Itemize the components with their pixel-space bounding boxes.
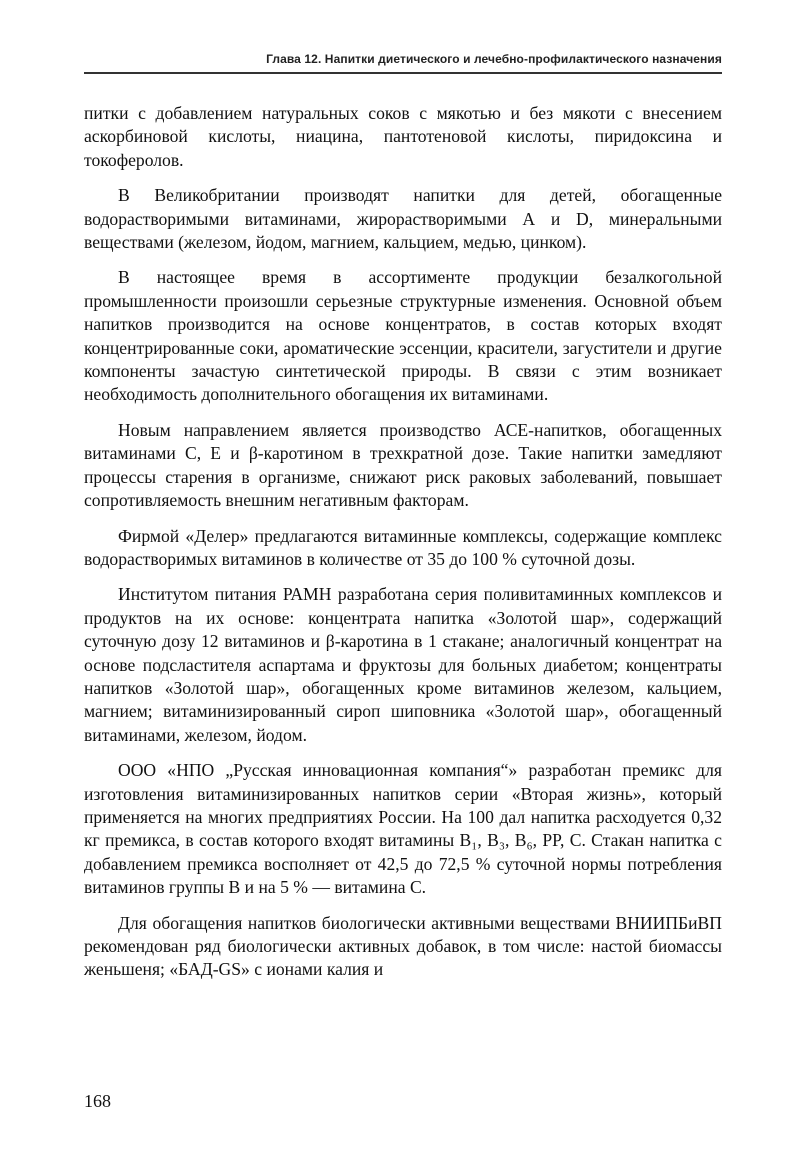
page-number: 168: [84, 1091, 111, 1111]
paragraph: питки с добавлением натуральных соков с мякотью и без мякоти с внесением аскорбиновой кислоты, ниацина, пантотеновой кислоты, пиридоксина и токоферолов.: [84, 103, 722, 170]
paragraph: Фирмой «Делер» предлагаются витаминные комплексы, содержащие комплекс водорастворимых витаминов в количестве от 35 до 100 % суточной дозы.: [84, 525, 722, 569]
body-text: [84, 102, 722, 994]
paragraph: ООО «НПО „Русская инновационная компания“» разработан премикс для изготовления витаминизированных напитков серии «Вторая жизнь», который применяется на многих предприятиях России. На 100 дал напитка расходуется 0,32 кг премикса, в состав которого входят витамины B₁, B₃, B₆, PP, C. Стакан напитка с добавлением премикса восполняет от 42,5 до 72,5 % суточной нормы потребления витаминов группы В и на 5 % — витамина С.: [84, 760, 722, 898]
header-rule: [84, 72, 722, 74]
paragraph: В Великобритании производят напитки для детей, обогащенные водорастворимыми витаминами, жирорастворимыми А и D, минеральными веществами (железом, йодом, магнием, кальцием, медью, цинком).: [84, 185, 722, 253]
paragraph: Новым направлением является производство АСЕ-напитков, обогащенных витаминами С, Е и β-каротином в трехкратной дозе. Такие напитки замедляют процессы старения в организме, снижают риск раковых заболеваний, повышает сопротивляемость внешним негативным факторам.: [84, 419, 722, 511]
paragraph: Для обогащения напитков биологически активными веществами ВНИИПБиВП рекомендован ряд биологически активных добавок, в том числе: настой биомассы женьшеня; «БАД-GS» с ионами калия и: [84, 912, 722, 980]
paragraph: В настоящее время в ассортименте продукции безалкогольной промышленности произошли серьезные структурные изменения. Основной объем напитков производится на основе концентратов, в состав которых входят концентрированные соки, ароматические эссенции, красители, загустители и другие компоненты зачастую синтетической природы. В связи с этим возникает необходимость дополнительного обогащения их витаминами.: [84, 267, 722, 405]
paragraph: Институтом питания РАМН разработана серия поливитаминных комплексов и продуктов на их основе: концентрата напитка «Золотой шар», содержащий суточную дозу 12 витаминов и β-каротина в 1 стакане; аналогичный концентрат на основе подсластителя аспартама и фруктозы для больных диабетом; концентраты напитков «Золотой шар», обогащенных кроме витаминов железом, кальцием, магнием; витаминизированный сироп шиповника «Золотой шар», обогащенный витаминами, железом, йодом.: [84, 584, 722, 745]
running-head: Глава 12. Напитки диетического и лечебно-профилактического назначения: [266, 52, 722, 66]
